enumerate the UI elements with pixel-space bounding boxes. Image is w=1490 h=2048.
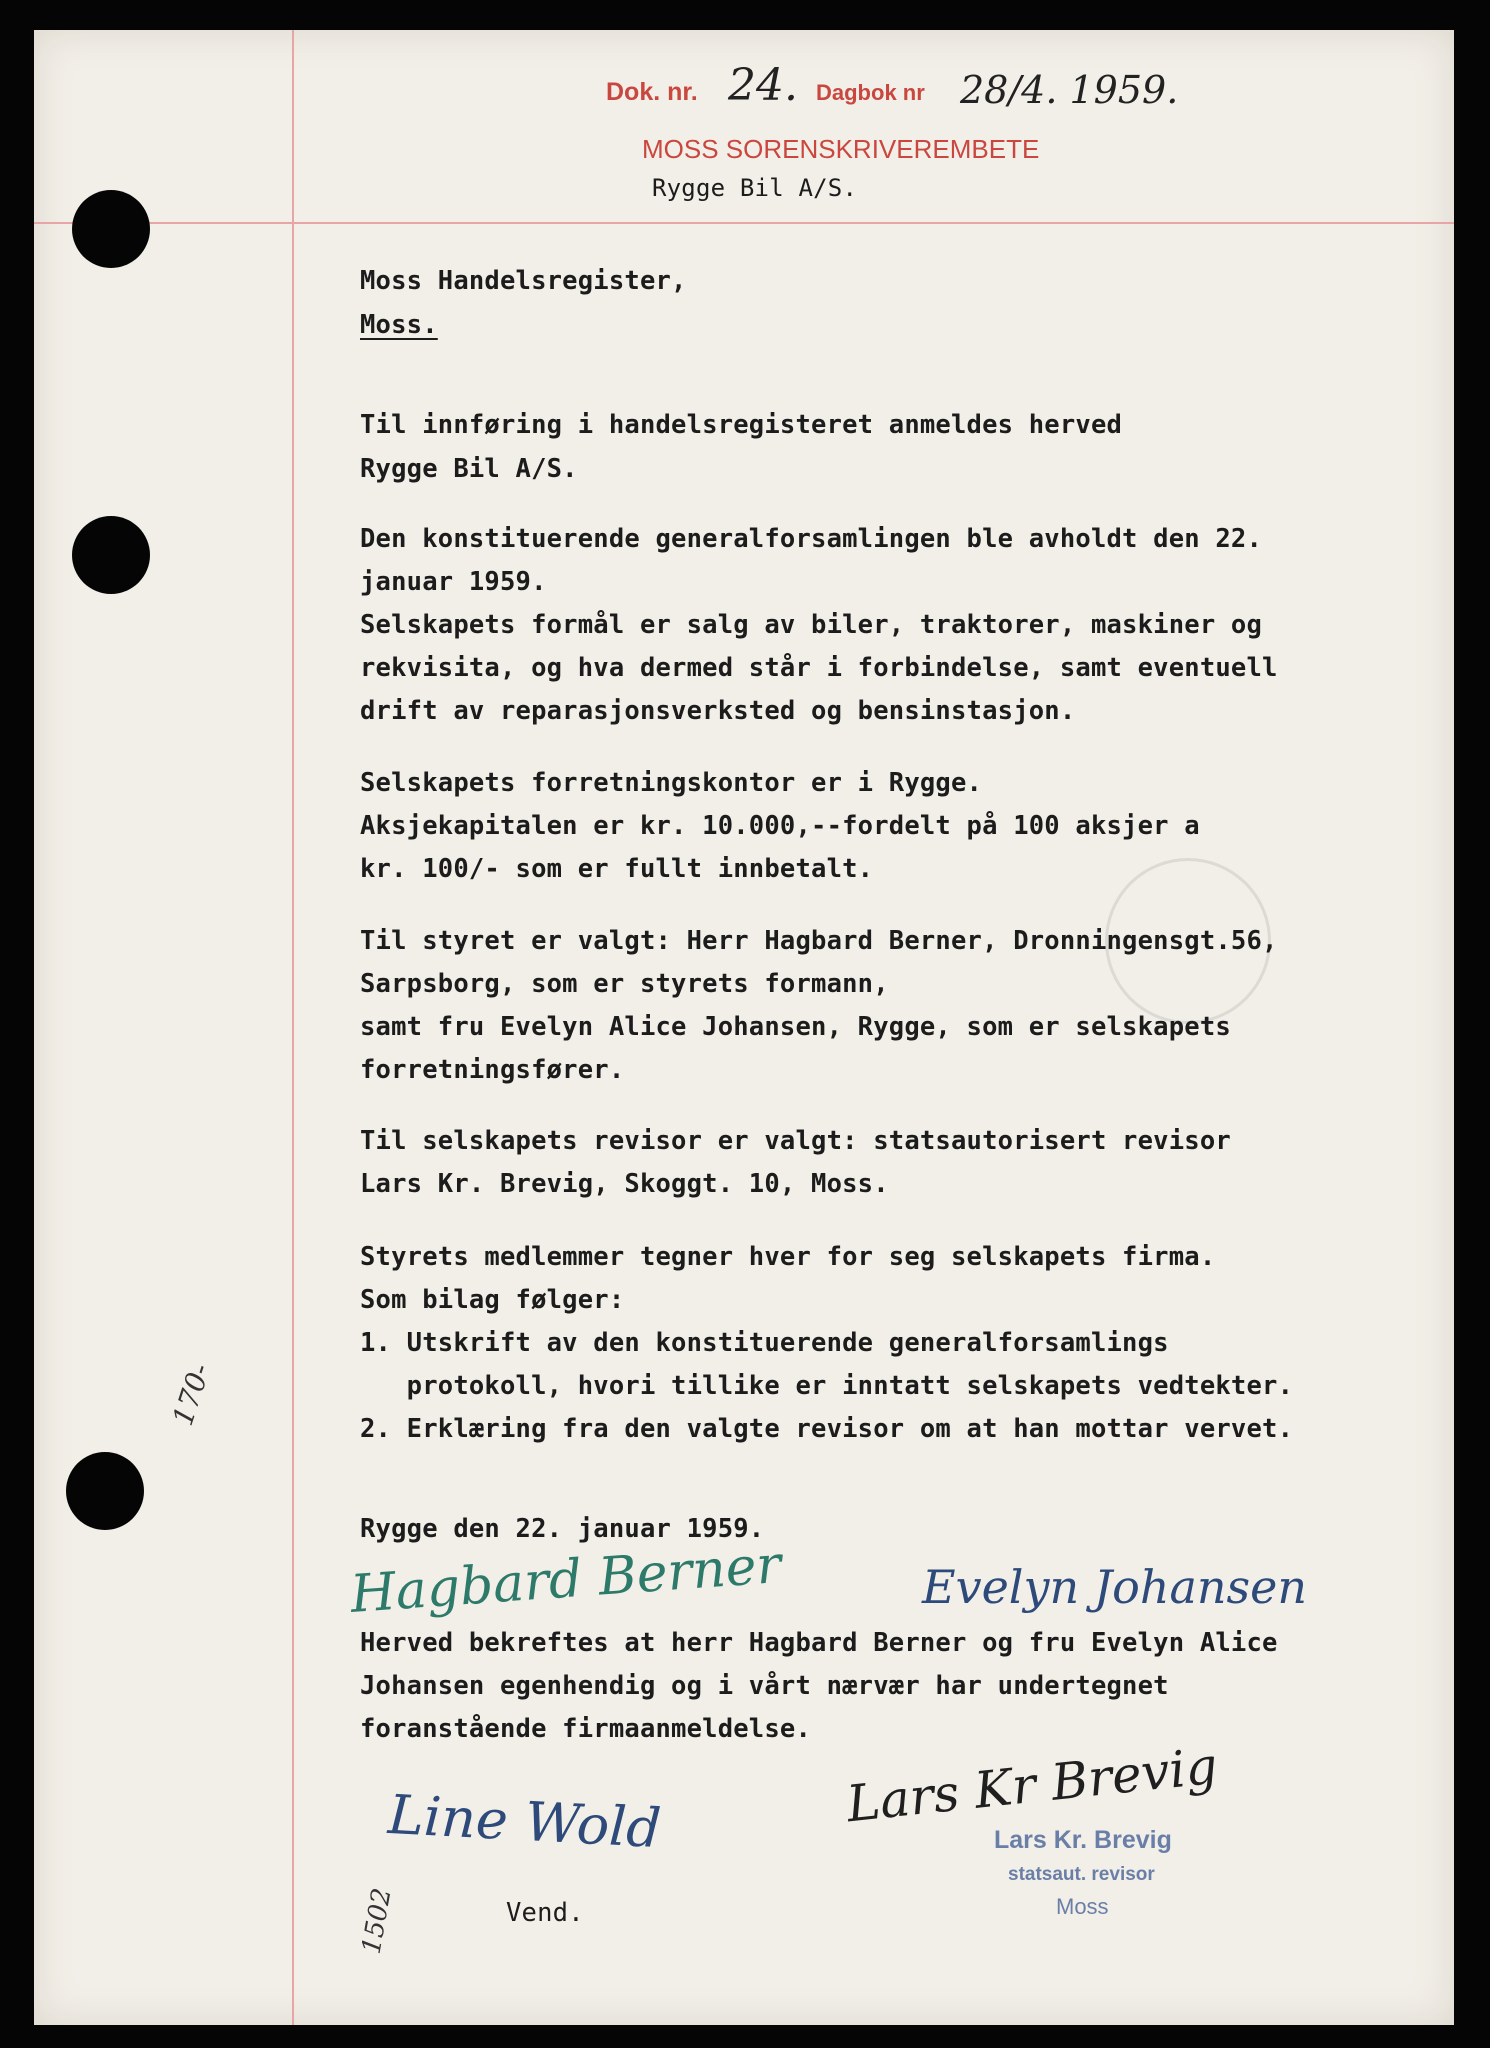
stamp-office: MOSS SORENSKRIVEREMBETE <box>642 134 1040 164</box>
text-line: kr. 100/- som er fullt innbetalt. <box>360 854 874 884</box>
text-line: samt fru Evelyn Alice Johansen, Rygge, som er selskapets <box>360 1012 1231 1042</box>
text-line: Selskapets formål er salg av biler, traktorer, maskiner og <box>360 610 1263 640</box>
stamp-company: Rygge Bil A/S. <box>652 174 858 202</box>
signature-lars-brevig: Lars Kr Brevig <box>843 1736 1221 1834</box>
punch-hole <box>66 1452 144 1530</box>
text-line: Aksjekapitalen er kr. 10.000,--fordelt på 100 aksjer a <box>360 811 1200 841</box>
punch-hole <box>72 516 150 594</box>
signature-evelyn-johansen: Evelyn Johansen <box>922 1560 1308 1614</box>
text-line: rekvisita, og hva dermed står i forbindelse, samt eventuell <box>360 653 1278 683</box>
signature-hagbard-berner: Hagbard Berner <box>348 1535 784 1625</box>
text-line: Sarpsborg, som er styrets formann, <box>360 969 889 999</box>
text-line: Styrets medlemmer tegner hver for seg selskapets firma. <box>360 1242 1216 1272</box>
margin-rule <box>292 30 294 2025</box>
text-line: Som bilag følger: <box>360 1285 625 1315</box>
text-line: januar 1959. <box>360 567 547 597</box>
stamp-date-label: Dagbok nr <box>816 80 925 105</box>
recipient-line1: Moss Handelsregister, <box>360 266 687 296</box>
text-line: Johansen egenhendig og i vårt nærvær har undertegnet <box>360 1671 1169 1701</box>
text-line: foranstående firmaanmeldelse. <box>360 1714 812 1744</box>
recipient-line2: Moss. <box>360 310 438 340</box>
text-line: Til styret er valgt: Herr Hagbard Berner, Dronningensgt.56, <box>360 926 1278 956</box>
text-line: Til innføring i handelsregisteret anmeldes herved <box>360 410 1123 440</box>
punch-hole <box>72 190 150 268</box>
signature-line-wold: Line Wold <box>386 1782 663 1861</box>
text-line: forretningsfører. <box>360 1055 625 1085</box>
stamp-dok-label: Dok. nr. <box>606 78 698 106</box>
revisor-stamp-name: Lars Kr. Brevig <box>994 1826 1172 1854</box>
revisor-stamp-title: statsaut. revisor <box>1008 1864 1155 1885</box>
vend-note: Vend. <box>506 1898 584 1928</box>
text-line: Lars Kr. Brevig, Skoggt. 10, Moss. <box>360 1169 889 1199</box>
text-line: Selskapets forretningskontor er i Rygge. <box>360 768 983 798</box>
text-line: Den konstituerende generalforsamlingen ble avholdt den 22. <box>360 524 1263 554</box>
margin-note-2: 1502 <box>356 1885 398 1957</box>
text-line: Til selskapets revisor er valgt: statsautorisert revisor <box>360 1126 1231 1156</box>
text-line: 2. Erklæring fra den valgte revisor om at han mottar vervet. <box>360 1414 1294 1444</box>
stamp-date-value: 28/4. 1959. <box>960 68 1179 112</box>
revisor-stamp-city: Moss <box>1056 1894 1109 1919</box>
date-line: Rygge den 22. januar 1959. <box>360 1514 765 1544</box>
text-line: drift av reparasjonsverksted og bensinstasjon. <box>360 696 1076 726</box>
text-line: protokoll, hvori tillike er inntatt selskapets vedtekter. <box>360 1371 1294 1401</box>
text-line: 1. Utskrift av den konstituerende generalforsamlings <box>360 1328 1169 1358</box>
text-line: Rygge Bil A/S. <box>360 454 578 484</box>
stamp-dok-number: 24. <box>728 60 798 111</box>
margin-note-1: 170- <box>166 1359 217 1430</box>
text-line: Herved bekreftes at herr Hagbard Berner og fru Evelyn Alice <box>360 1628 1278 1658</box>
header-rule <box>34 222 1454 224</box>
